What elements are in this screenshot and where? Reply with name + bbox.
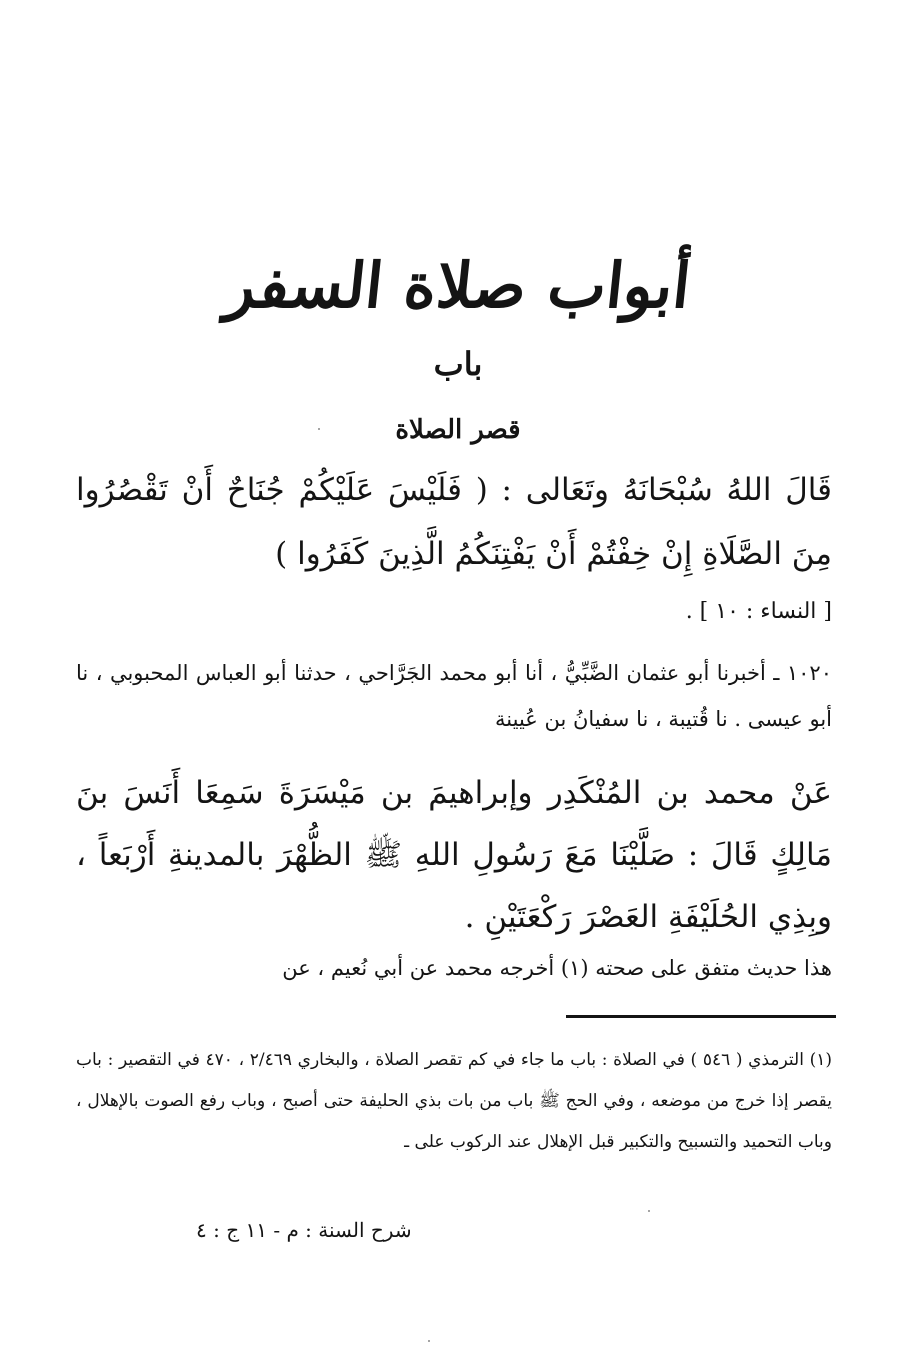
quran-verse: قَالَ اللهُ سُبْحَانَهُ وتَعَالى : ( فَلَيْسَ عَلَيْكُمْ جُنَاحٌ أَنْ تَقْصُرُوا مِنَ الصَّلَاةِ إِنْ خِفْتُمْ أَنْ يَفْتِنَكُمُ الَّذِينَ كَفَرُوا ) [76, 472, 832, 572]
print-speck [428, 1340, 430, 1342]
footnote-divider [566, 1015, 836, 1018]
footnote: (١) الترمذي ( ٥٤٦ ) في الصلاة : باب ما جاء في كم تقصر الصلاة ، والبخاري ٢/٤٦٩ ، ٤٧٠ في التقصير : باب يقصر إذا خرج من موضعه ، وفي الحج ﷺ باب من بات بذي الحليفة حتى أصبح ، وباب رفع الصوت بالإهلال ، وباب التحميد والتسبيح والتكبير قبل الإهلال عند الركوب على ـ [76, 1050, 833, 1152]
section-heading: قصر الصلاة [395, 415, 521, 445]
hadith-matn: عَنْ محمد بن المُنْكَدِر وإبراهيمَ بن مَيْسَرَةَ سَمِعَا أَنَسَ بنَ مَالِكٍ قَالَ : صَلَّيْنَا مَعَ رَسُولِ اللهِ ﷺ الظُّهْرَ بالمدينةِ أَرْبَعاً ، وبِذِي الحُلَيْفَةِ العَصْرَ رَكْعَتَيْنِ . [76, 775, 832, 935]
chapter-title: أبواب صلاة السفر [222, 249, 695, 322]
print-speck [318, 428, 320, 430]
hadith-commentary: هذا حديث متفق على صحته (١) أخرجه محمد عن أبي نُعيم ، عن [282, 956, 832, 980]
print-speck [648, 1210, 650, 1212]
bab-heading: باب [433, 345, 483, 383]
hadith-isnad: ١٠٢٠ ـ أخبرنا أبو عثمان الضَّبِّيُّ ، أنا أبو محمد الجَرَّاحي ، حدثنا أبو العباس المحبوبي ، نا أبو عيسى . نا قُتيبة ، نا سفيانُ بن عُيينة [76, 661, 832, 731]
page-signature: شرح السنة : م - ١١ ج : ٤ [196, 1218, 412, 1242]
quran-reference: [ النساء : ١٠ ] . [685, 599, 832, 624]
